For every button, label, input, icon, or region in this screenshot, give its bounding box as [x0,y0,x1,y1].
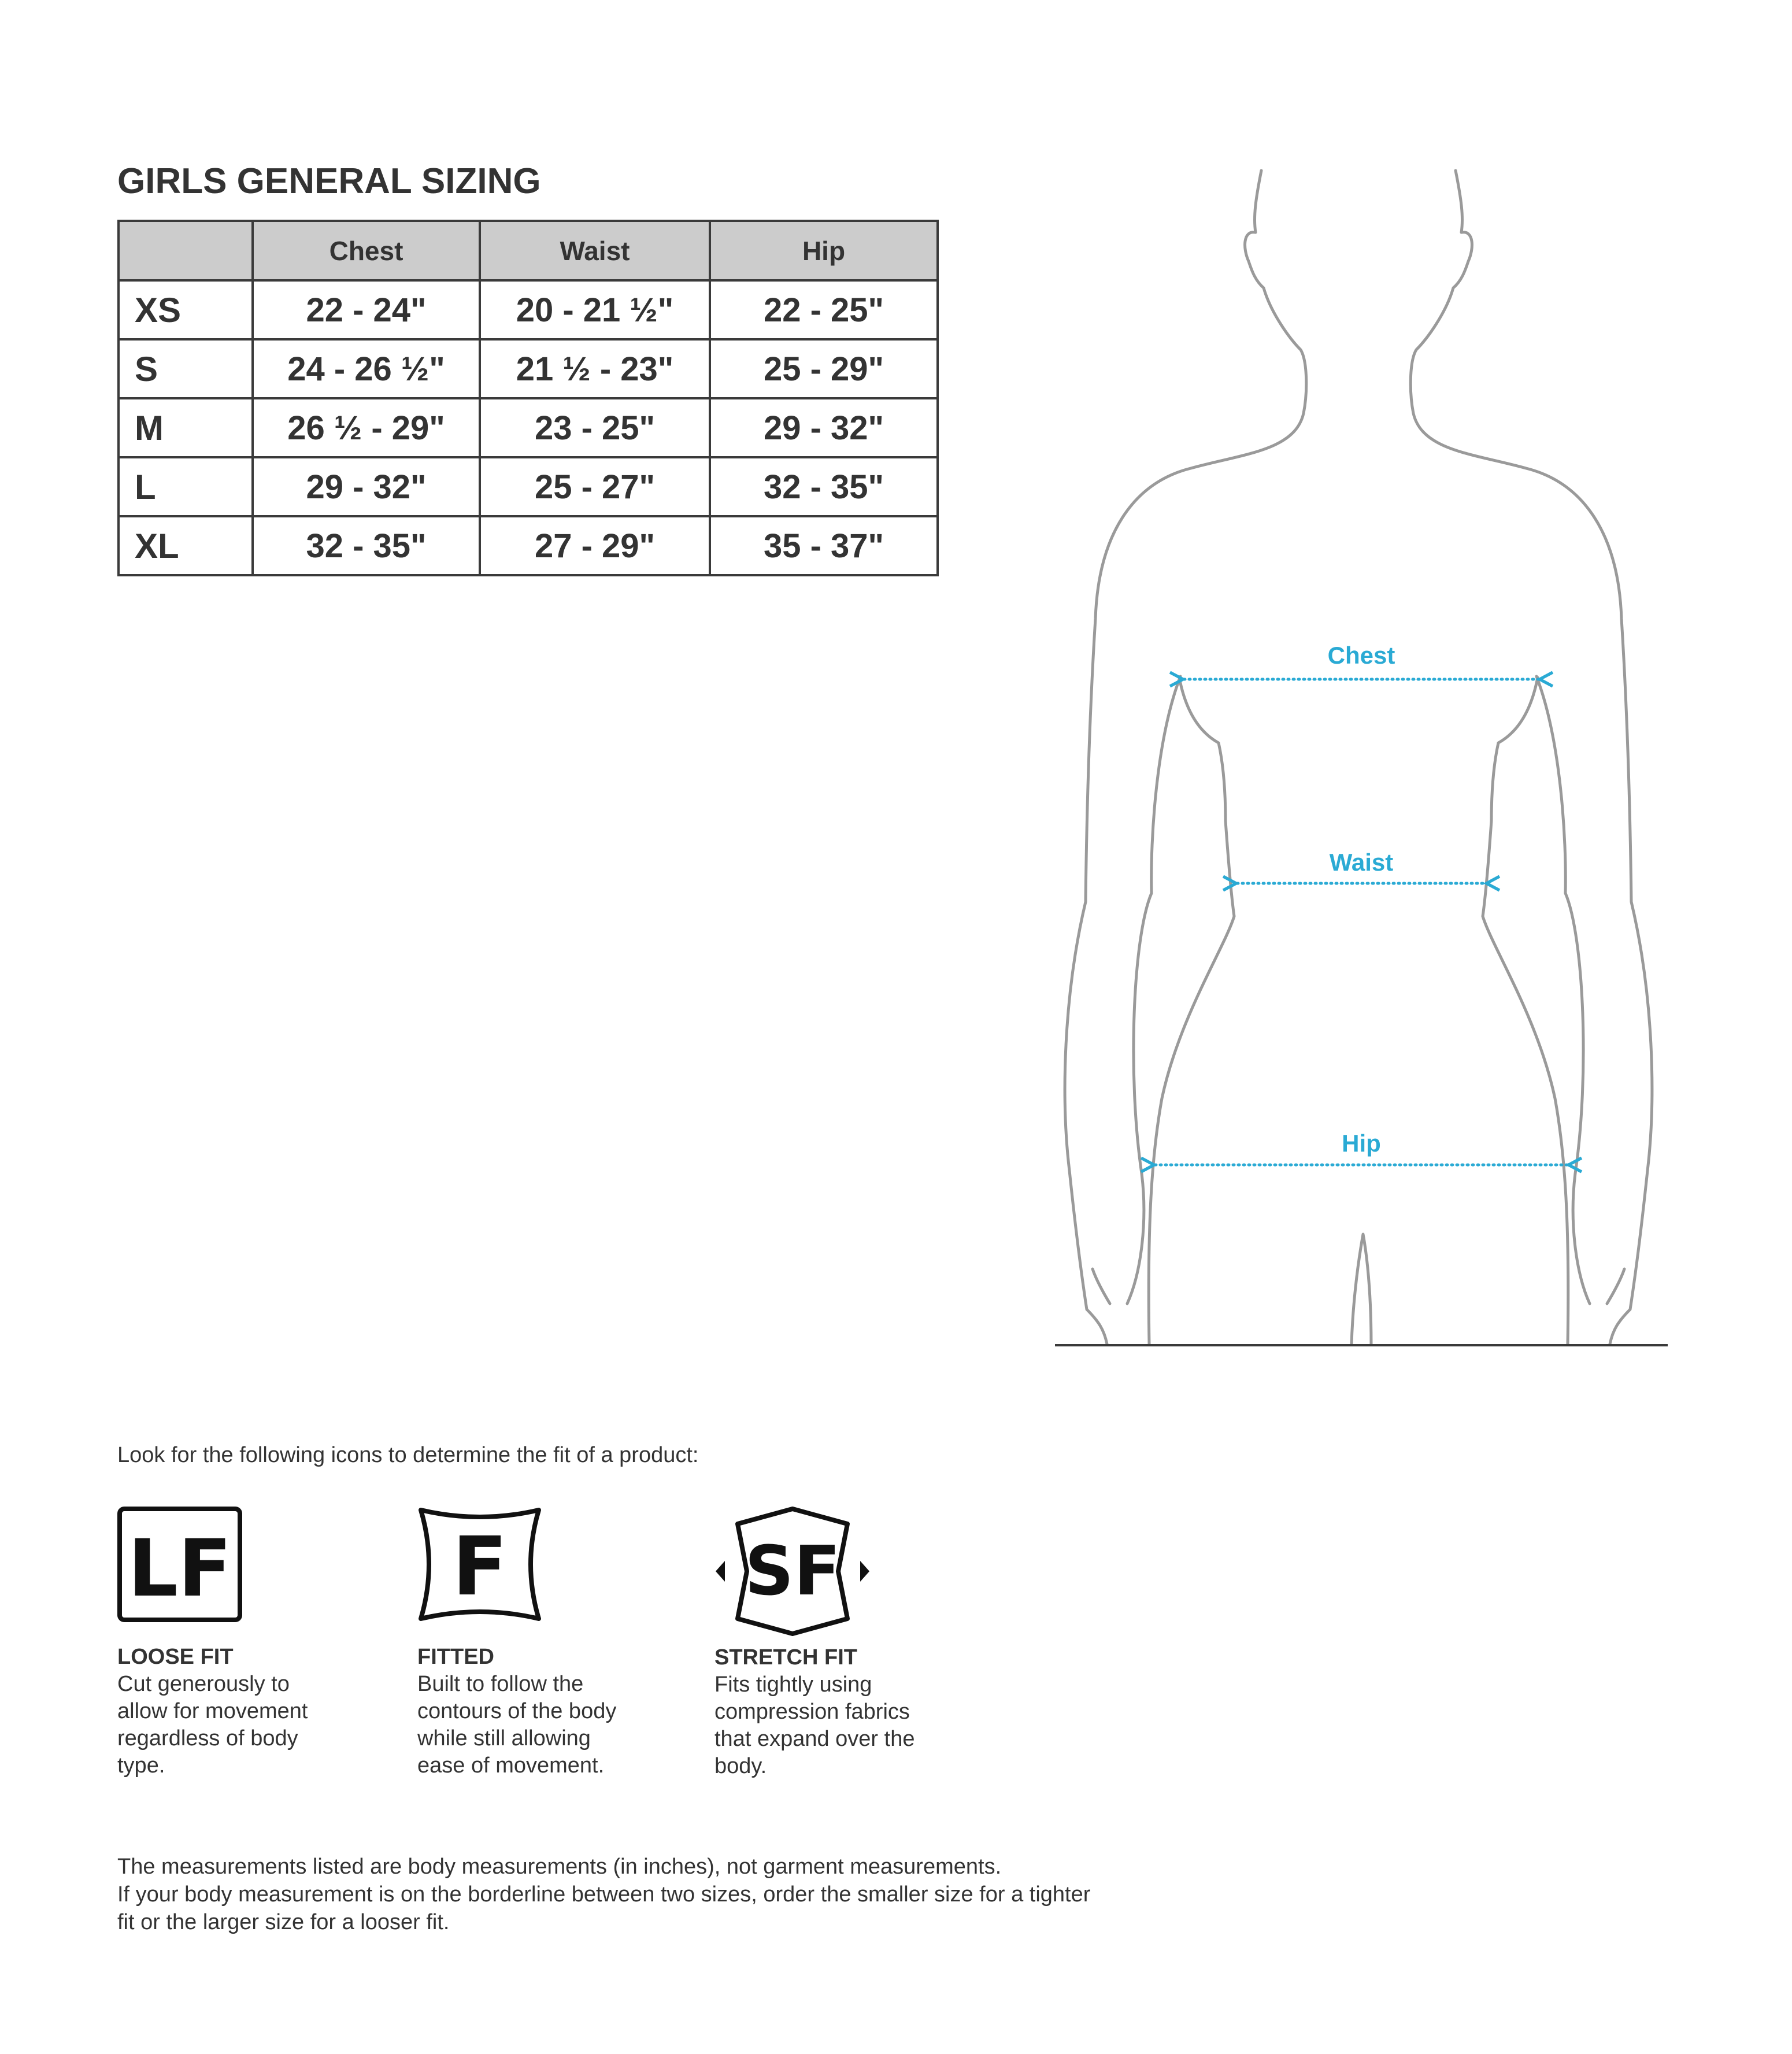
size-label: XL [119,516,253,575]
chest-cell: 26 ½ - 29" [253,398,480,457]
hip-label: Hip [1342,1130,1381,1157]
fitted-icon [417,1507,542,1622]
fit-description: Fits tightly using compression fabrics that expand over the body. [714,1672,915,1778]
hip-cell: 22 - 25" [710,280,938,339]
size-label: L [119,457,253,516]
waist-cell: 25 - 27" [480,457,710,516]
chest-cell: 32 - 35" [253,516,480,575]
fit-title: LOOSE FIT [117,1645,234,1669]
header-chest: Chest [253,221,480,280]
waist-cell: 23 - 25" [480,398,710,457]
page-title: GIRLS GENERAL SIZING [117,161,541,201]
header-waist: Waist [480,221,710,280]
hip-cell: 29 - 32" [710,398,938,457]
note-line: If your body measurement is on the borderline between two sizes, order the smaller size for a tighter fit or the larger size for a looser fit. [117,1882,1091,1934]
loose-fit-icon-text: LF [128,1523,232,1615]
size-label: M [119,398,253,457]
waist-cell: 21 ½ - 23" [480,339,710,398]
loose-fit-icon [117,1507,242,1622]
hip-cell: 35 - 37" [710,516,938,575]
right-arrow-icon [860,1561,869,1582]
waist-label: Waist [1329,849,1394,876]
fit-intro-text: Look for the following icons to determine the fit of a product: [117,1443,699,1467]
chest-cell: 22 - 24" [253,280,480,339]
fit-description: Built to follow the contours of the body while still allowing ease of movement. [417,1672,617,1778]
size-label: XS [119,280,253,339]
hip-cell: 32 - 35" [710,457,938,516]
body-outline [1065,171,1652,1344]
fit-title: FITTED [417,1645,494,1669]
chest-cell: 24 - 26 ½" [253,339,480,398]
fit-description: Cut generously to allow for movement regardless of body type. [117,1672,308,1778]
hip-measure [1155,1130,1568,1165]
stretch-fit-icon [714,1507,871,1637]
stretch-fit-icon-text: SF [745,1531,841,1611]
header-hip: Hip [710,221,938,280]
fit-stretch [714,1507,969,1780]
measurement-notes [117,1853,1100,1936]
chest-label: Chest [1327,642,1395,669]
chest-cell: 29 - 32" [253,457,480,516]
hip-cell: 25 - 29" [710,339,938,398]
note-line: The measurements listed are body measurements (in inches), not garment measurements. [117,1855,1002,1879]
left-arrow-icon [716,1561,725,1582]
waist-cell: 20 - 21 ½" [480,280,710,339]
chest-measure [1184,642,1539,679]
fit-title: STRETCH FIT [714,1645,857,1670]
fit-fitted [417,1507,672,1779]
size-label: S [119,339,253,398]
fitted-icon-text: F [452,1520,508,1614]
waist-cell: 27 - 29" [480,516,710,575]
fit-loose [117,1507,372,1779]
waist-measure [1237,849,1486,883]
